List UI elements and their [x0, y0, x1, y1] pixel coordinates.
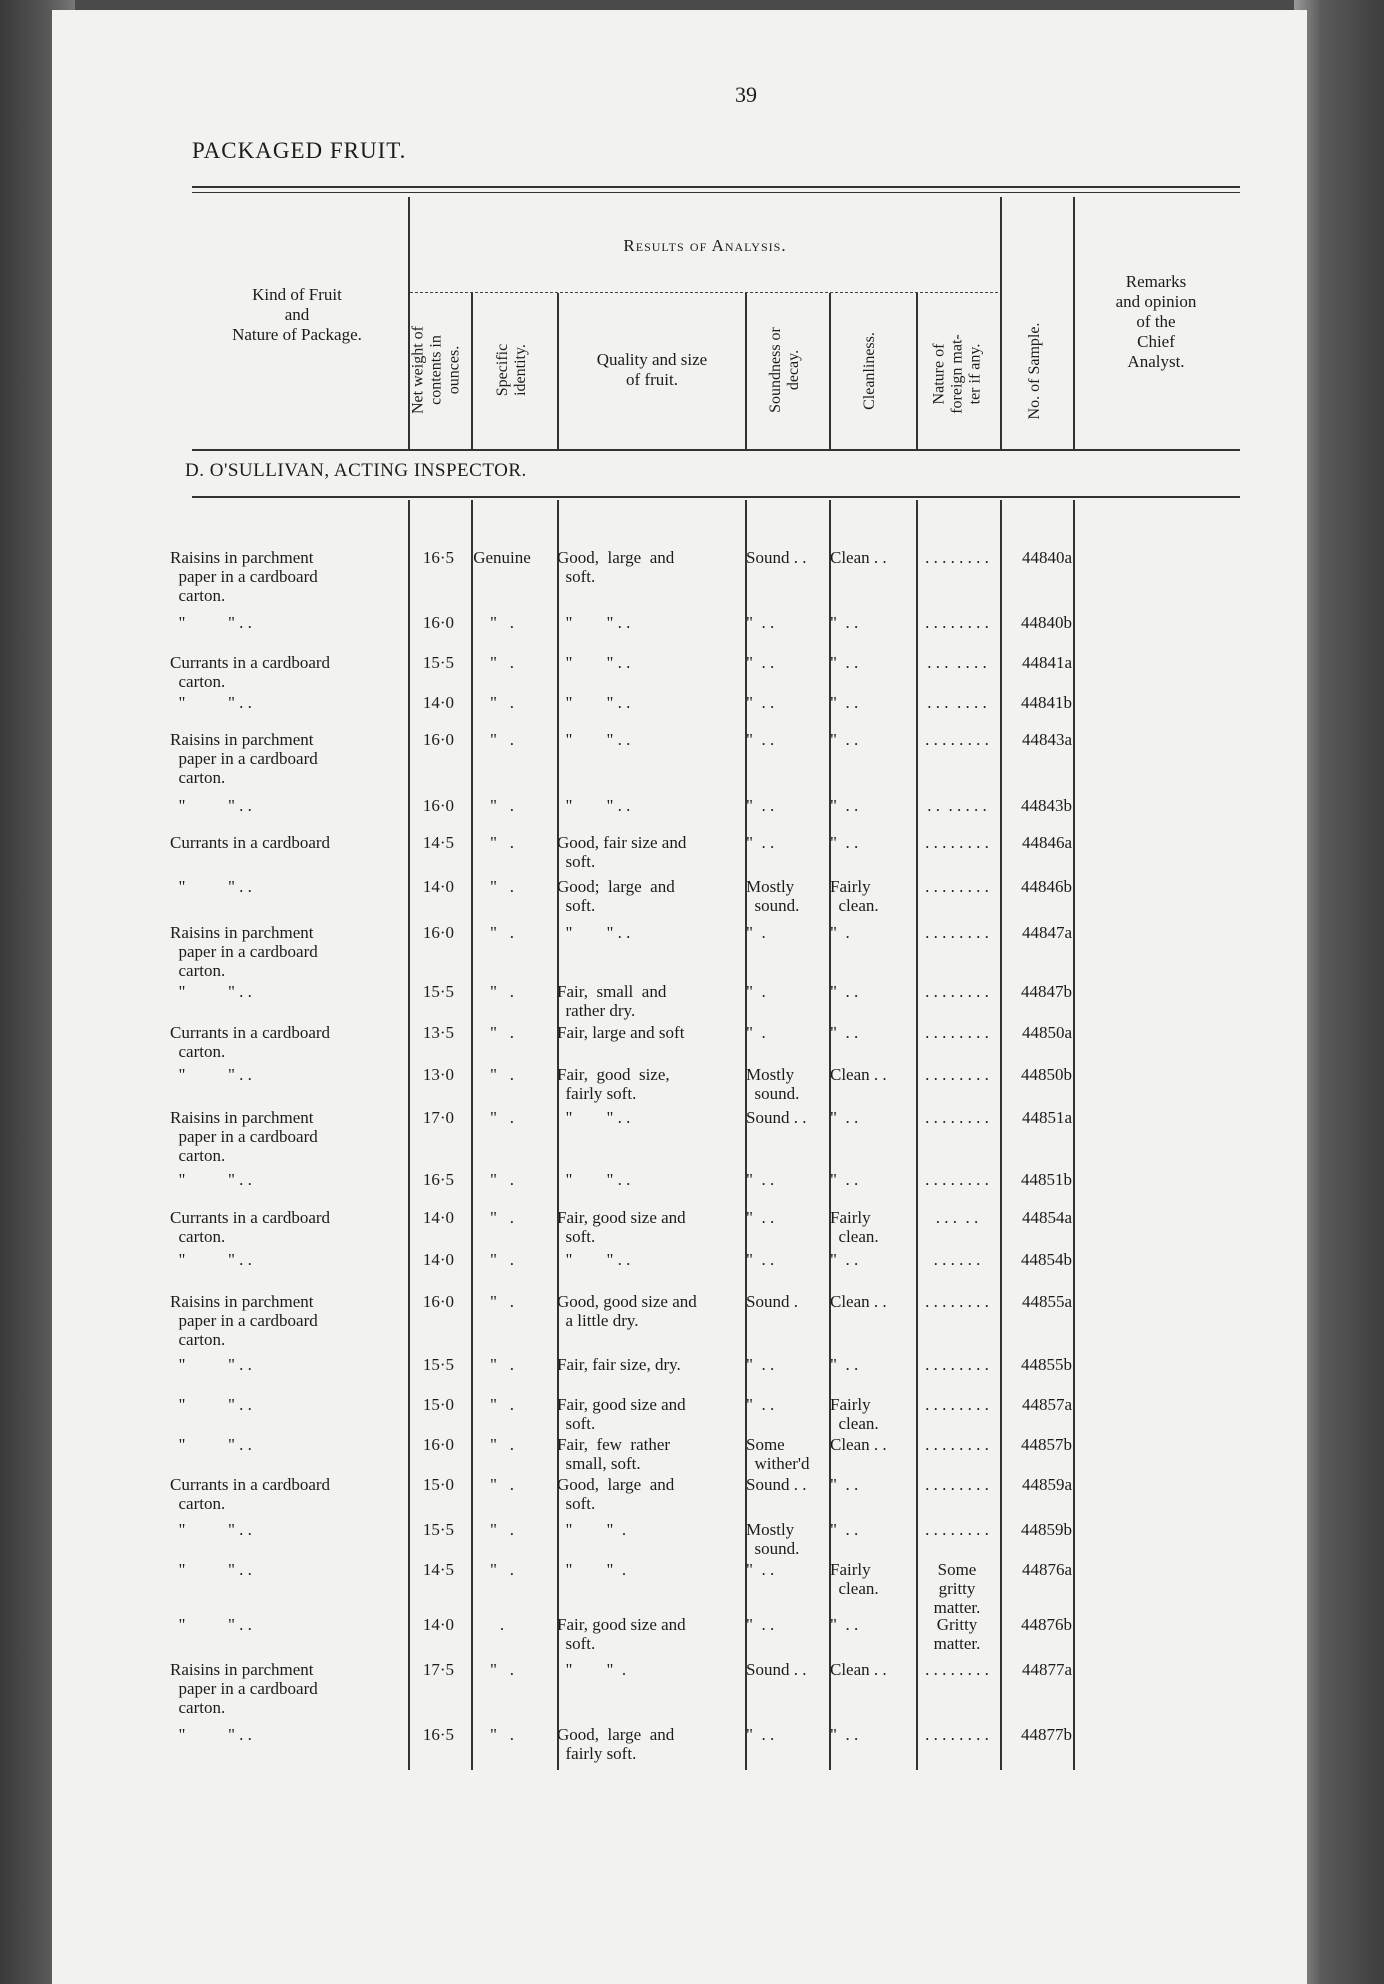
- foreign-matter-cell: . . . . . . . .: [925, 877, 989, 896]
- weight-cell: 14·0: [422, 877, 454, 896]
- soundness-cell: " . .: [746, 1355, 775, 1374]
- header-remarks: Remarks and opinion of the Chief Analyst.: [1115, 272, 1197, 371]
- sample-number-cell: 44855b: [1021, 1355, 1072, 1374]
- weight-cell: 17·0: [422, 1108, 454, 1127]
- quality-cell: " " . .: [557, 1108, 631, 1127]
- cleanliness-cell: " . .: [830, 613, 859, 632]
- cleanliness-cell: " . .: [830, 1355, 859, 1374]
- weight-cell: 14·0: [422, 1208, 454, 1227]
- body-divider: [1000, 500, 1002, 1770]
- results-dash: [410, 292, 998, 293]
- soundness-cell: " . .: [746, 653, 775, 672]
- sample-number-cell: 44851b: [1021, 1170, 1072, 1189]
- foreign-matter-cell: . . . . .: [935, 1208, 979, 1227]
- identity-cell: " .: [490, 1170, 514, 1189]
- header-divider: [829, 293, 831, 449]
- foreign-matter-cell: . . . . . . . .: [925, 1520, 989, 1539]
- foreign-matter-cell: . . . . . . . .: [925, 1355, 989, 1374]
- weight-cell: 16·5: [422, 548, 454, 567]
- identity-cell: " .: [490, 1725, 514, 1744]
- weight-cell: 16·0: [422, 796, 454, 815]
- quality-cell: Fair, fair size, dry.: [557, 1355, 681, 1374]
- quality-cell: Fair, good size and soft.: [557, 1395, 686, 1433]
- foreign-matter-cell: . . . . . .: [933, 1250, 981, 1269]
- kind-cell: Currants in a cardboard: [170, 833, 331, 852]
- sample-number-cell: 44854a: [1021, 1208, 1072, 1227]
- soundness-cell: " . .: [746, 1395, 775, 1414]
- body-divider: [1073, 500, 1075, 1770]
- header-foreign: Nature of foreign mat- ter if any.: [930, 334, 984, 414]
- quality-cell: Good, fair size and soft.: [557, 833, 687, 871]
- identity-cell: " .: [490, 877, 514, 896]
- kind-cell: Raisins in parchment paper in a cardboard carton.: [170, 548, 318, 605]
- soundness-cell: Sound . .: [746, 548, 807, 567]
- weight-cell: 16·0: [422, 730, 454, 749]
- quality-cell: " " .: [557, 1660, 627, 1679]
- foreign-matter-cell: . . . . . . . .: [925, 613, 989, 632]
- kind-cell: Raisins in parchment paper in a cardboard carton.: [170, 730, 318, 787]
- foreign-matter-cell: . . . . . . . .: [925, 1023, 989, 1042]
- sample-number-cell: 44876a: [1021, 1560, 1072, 1579]
- kind-cell: " " . .: [170, 1170, 252, 1189]
- kind-cell: Raisins in parchment paper in a cardboard carton.: [170, 923, 318, 980]
- sample-number-cell: 44857b: [1021, 1435, 1072, 1454]
- kind-cell: " " . .: [170, 982, 252, 1001]
- kind-cell: " " . .: [170, 1250, 252, 1269]
- weight-cell: 14·5: [422, 833, 454, 852]
- sample-number-cell: 44859a: [1021, 1475, 1072, 1494]
- header-divider: [557, 293, 559, 449]
- cleanliness-cell: " .: [830, 923, 850, 942]
- cleanliness-cell: " . .: [830, 1023, 859, 1042]
- quality-cell: " " . .: [557, 796, 631, 815]
- inspector-rule: [192, 496, 1240, 498]
- quality-cell: " " . .: [557, 1170, 631, 1189]
- weight-cell: 14·0: [422, 693, 454, 712]
- cleanliness-cell: " . .: [830, 1520, 859, 1539]
- header-identity: Specific identity.: [494, 343, 529, 397]
- cleanliness-cell: " . .: [830, 1615, 859, 1634]
- kind-cell: Currants in a cardboard carton.: [170, 1023, 331, 1061]
- soundness-cell: " . .: [746, 1208, 775, 1227]
- soundness-cell: " .: [746, 923, 766, 942]
- soundness-cell: " .: [746, 1023, 766, 1042]
- sample-number-cell: 44855a: [1021, 1292, 1072, 1311]
- foreign-matter-cell: . . . . . . . .: [925, 1292, 989, 1311]
- soundness-cell: Sound . .: [746, 1475, 807, 1494]
- cleanliness-cell: " . .: [830, 1108, 859, 1127]
- identity-cell: " .: [490, 1475, 514, 1494]
- body-divider: [471, 500, 473, 1770]
- identity-cell: " .: [490, 613, 514, 632]
- sample-number-cell: 44841a: [1021, 653, 1072, 672]
- quality-cell: Fair, large and soft: [557, 1023, 685, 1042]
- cleanliness-cell: Clean . .: [830, 1435, 887, 1454]
- sample-number-cell: 44846a: [1021, 833, 1072, 852]
- sample-number-cell: 44843b: [1021, 796, 1072, 815]
- identity-cell: " .: [490, 1250, 514, 1269]
- soundness-cell: " . .: [746, 1615, 775, 1634]
- identity-cell: " .: [490, 653, 514, 672]
- soundness-cell: " . .: [746, 1250, 775, 1269]
- body-divider: [745, 500, 747, 1770]
- foreign-matter-cell: . . . . . . . .: [925, 1065, 989, 1084]
- quality-cell: " " . .: [557, 730, 631, 749]
- sample-number-cell: 44877a: [1021, 1660, 1072, 1679]
- quality-cell: Fair, small and rather dry.: [557, 982, 667, 1020]
- header-divider: [1000, 197, 1002, 449]
- kind-cell: " " . .: [170, 877, 252, 896]
- identity-cell: Genuine: [473, 548, 531, 567]
- header-cleanliness: Cleanliness.: [861, 332, 878, 410]
- cleanliness-cell: " . .: [830, 730, 859, 749]
- kind-cell: " " . .: [170, 1435, 252, 1454]
- weight-cell: 15·0: [422, 1475, 454, 1494]
- identity-cell: " .: [490, 1065, 514, 1084]
- kind-cell: " " . .: [170, 796, 252, 815]
- identity-cell: " .: [490, 1435, 514, 1454]
- cleanliness-cell: " . .: [830, 833, 859, 852]
- weight-cell: 13·5: [422, 1023, 454, 1042]
- sample-number-cell: 44847a: [1021, 923, 1072, 942]
- foreign-matter-cell: . . . . . . .: [927, 693, 987, 712]
- identity-cell: " .: [490, 1292, 514, 1311]
- soundness-cell: Sound . .: [746, 1108, 807, 1127]
- cleanliness-cell: " . .: [830, 653, 859, 672]
- foreign-matter-cell: . . . . . . . .: [925, 1660, 989, 1679]
- quality-cell: " " . .: [557, 653, 631, 672]
- header-divider: [745, 293, 747, 449]
- weight-cell: 15·0: [422, 1395, 454, 1414]
- quality-cell: Good, large and soft.: [557, 1475, 675, 1513]
- sample-number-cell: 44840b: [1021, 613, 1072, 632]
- weight-cell: 15·5: [422, 1355, 454, 1374]
- body-divider: [557, 500, 559, 1770]
- soundness-cell: " . .: [746, 730, 775, 749]
- top-rule-thin: [192, 192, 1240, 193]
- sample-number-cell: 44841b: [1021, 693, 1072, 712]
- soundness-cell: " . .: [746, 1170, 775, 1189]
- weight-cell: 13·0: [422, 1065, 454, 1084]
- foreign-matter-cell: Gritty matter.: [933, 1615, 981, 1653]
- quality-cell: Fair, few rather small, soft.: [557, 1435, 671, 1473]
- foreign-matter-cell: . . . . . . . .: [925, 1170, 989, 1189]
- sample-number-cell: 44854b: [1021, 1250, 1072, 1269]
- weight-cell: 14·0: [422, 1615, 454, 1634]
- sample-number-cell: 44850a: [1021, 1023, 1072, 1042]
- weight-cell: 15·5: [422, 653, 454, 672]
- weight-cell: 16·0: [422, 1292, 454, 1311]
- inspector-heading: D. O'SULLIVAN, ACTING INSPECTOR.: [185, 460, 527, 481]
- sample-number-cell: 44876b: [1021, 1615, 1072, 1634]
- header-divider: [471, 293, 473, 449]
- soundness-cell: " . .: [746, 1725, 775, 1744]
- sample-number-cell: 44850b: [1021, 1065, 1072, 1084]
- foreign-matter-cell: . . . . . . .: [927, 653, 987, 672]
- document-page: [52, 10, 1307, 1984]
- weight-cell: 16·5: [422, 1725, 454, 1744]
- foreign-matter-cell: . . . . . . . .: [925, 923, 989, 942]
- cleanliness-cell: " . .: [830, 693, 859, 712]
- body-divider: [916, 500, 918, 1770]
- soundness-cell: " . .: [746, 833, 775, 852]
- identity-cell: " .: [490, 923, 514, 942]
- header-bottom-rule: [192, 449, 1240, 451]
- quality-cell: Good, good size and a little dry.: [557, 1292, 697, 1330]
- soundness-cell: " . .: [746, 796, 775, 815]
- cleanliness-cell: Clean . .: [830, 548, 887, 567]
- weight-cell: 14·0: [422, 1250, 454, 1269]
- sample-number-cell: 44847b: [1021, 982, 1072, 1001]
- identity-cell: " .: [490, 1208, 514, 1227]
- identity-cell: " .: [490, 833, 514, 852]
- header-quality: Quality and size of fruit.: [596, 350, 708, 389]
- identity-cell: " .: [490, 730, 514, 749]
- soundness-cell: " . .: [746, 613, 775, 632]
- sample-number-cell: 44840a: [1021, 548, 1072, 567]
- sample-number-cell: 44877b: [1021, 1725, 1072, 1744]
- quality-cell: Good, large and soft.: [557, 548, 675, 586]
- quality-cell: " " . .: [557, 923, 631, 942]
- identity-cell: " .: [490, 693, 514, 712]
- foreign-matter-cell: . . . . . . . .: [925, 833, 989, 852]
- foreign-matter-cell: Some gritty matter.: [933, 1560, 981, 1617]
- soundness-cell: Sound .: [746, 1292, 798, 1311]
- cleanliness-cell: Clean . .: [830, 1292, 887, 1311]
- kind-cell: Currants in a cardboard carton.: [170, 1208, 331, 1246]
- soundness-cell: Some wither'd: [746, 1435, 810, 1473]
- soundness-cell: Mostly sound.: [746, 1520, 800, 1558]
- identity-cell: " .: [490, 1355, 514, 1374]
- weight-cell: 16·0: [422, 1435, 454, 1454]
- soundness-cell: " . .: [746, 693, 775, 712]
- weight-cell: 16·0: [422, 613, 454, 632]
- weight-cell: 16·0: [422, 923, 454, 942]
- kind-cell: " " . .: [170, 693, 252, 712]
- identity-cell: " .: [490, 1660, 514, 1679]
- header-sample-no: No. of Sample.: [1026, 322, 1043, 420]
- sample-number-cell: 44857a: [1021, 1395, 1072, 1414]
- cleanliness-cell: Clean . .: [830, 1660, 887, 1679]
- kind-cell: " " . .: [170, 1395, 252, 1414]
- quality-cell: Good, large and fairly soft.: [557, 1725, 675, 1763]
- identity-cell: " .: [490, 982, 514, 1001]
- weight-cell: 14·5: [422, 1560, 454, 1579]
- cleanliness-cell: Fairly clean.: [830, 1208, 879, 1246]
- header-kind: Kind of Fruit and Nature of Package.: [232, 285, 362, 344]
- identity-cell: " .: [490, 1023, 514, 1042]
- foreign-matter-cell: . . . . . . . .: [925, 1475, 989, 1494]
- quality-cell: " " .: [557, 1560, 627, 1579]
- soundness-cell: " .: [746, 982, 766, 1001]
- kind-cell: Raisins in parchment paper in a cardboard carton.: [170, 1660, 318, 1717]
- cleanliness-cell: " . .: [830, 1725, 859, 1744]
- sample-number-cell: 44859b: [1021, 1520, 1072, 1539]
- identity-cell: " .: [490, 1560, 514, 1579]
- sample-number-cell: 44843a: [1021, 730, 1072, 749]
- cleanliness-cell: " . .: [830, 1170, 859, 1189]
- kind-cell: " " . .: [170, 1725, 252, 1744]
- cleanliness-cell: " . .: [830, 982, 859, 1001]
- sample-number-cell: 44851a: [1021, 1108, 1072, 1127]
- kind-cell: Currants in a cardboard carton.: [170, 1475, 331, 1513]
- soundness-cell: Mostly sound.: [746, 1065, 800, 1103]
- section-title: PACKAGED FRUIT.: [192, 138, 407, 163]
- book-edge-right: [1294, 0, 1384, 1984]
- foreign-matter-cell: . . . . . . . .: [925, 548, 989, 567]
- weight-cell: 17·5: [422, 1660, 454, 1679]
- foreign-matter-cell: . . . . . . . .: [925, 1395, 989, 1414]
- kind-cell: Raisins in parchment paper in a cardboard carton.: [170, 1108, 318, 1165]
- soundness-cell: Mostly sound.: [746, 877, 800, 915]
- cleanliness-cell: Fairly clean.: [830, 877, 879, 915]
- quality-cell: Fair, good size and soft.: [557, 1615, 686, 1653]
- identity-cell: " .: [490, 796, 514, 815]
- top-rule: [192, 186, 1240, 188]
- kind-cell: " " . .: [170, 1520, 252, 1539]
- quality-cell: " " .: [557, 1520, 627, 1539]
- identity-cell: " .: [490, 1395, 514, 1414]
- header-divider: [1073, 197, 1075, 449]
- quality-cell: Fair, good size and soft.: [557, 1208, 686, 1246]
- kind-cell: " " . .: [170, 1560, 252, 1579]
- identity-cell: " .: [490, 1520, 514, 1539]
- quality-cell: " " . .: [557, 613, 631, 632]
- soundness-cell: " . .: [746, 1560, 775, 1579]
- weight-cell: 15·5: [422, 1520, 454, 1539]
- foreign-matter-cell: . . . . . . . .: [925, 730, 989, 749]
- kind-cell: Currants in a cardboard carton.: [170, 653, 331, 691]
- weight-cell: 15·5: [422, 982, 454, 1001]
- cleanliness-cell: " . .: [830, 1475, 859, 1494]
- foreign-matter-cell: . . . . . . . .: [925, 1108, 989, 1127]
- cleanliness-cell: Fairly clean.: [830, 1395, 879, 1433]
- identity-cell: " .: [490, 1108, 514, 1127]
- quality-cell: Good; large and soft.: [557, 877, 675, 915]
- header-results: Results of Analysis.: [623, 236, 787, 255]
- quality-cell: " " . .: [557, 1250, 631, 1269]
- foreign-matter-cell: . . . . . . . .: [925, 1725, 989, 1744]
- cleanliness-cell: Fairly clean.: [830, 1560, 879, 1598]
- quality-cell: Fair, good size, fairly soft.: [557, 1065, 670, 1103]
- page-number: 39: [735, 82, 757, 107]
- sample-number-cell: 44846b: [1021, 877, 1072, 896]
- header-net-weight: Net weight of contents in ounces.: [409, 326, 463, 414]
- identity-cell: .: [499, 1615, 505, 1634]
- kind-cell: " " . .: [170, 1615, 252, 1634]
- weight-cell: 16·5: [422, 1170, 454, 1189]
- quality-cell: " " . .: [557, 693, 631, 712]
- cleanliness-cell: " . .: [830, 796, 859, 815]
- kind-cell: " " . .: [170, 1065, 252, 1084]
- kind-cell: " " . .: [170, 1355, 252, 1374]
- soundness-cell: Sound . .: [746, 1660, 807, 1679]
- kind-cell: Raisins in parchment paper in a cardboard carton.: [170, 1292, 318, 1349]
- foreign-matter-cell: . . . . . . . .: [925, 1435, 989, 1454]
- foreign-matter-cell: . . . . . . . .: [925, 982, 989, 1001]
- cleanliness-cell: " . .: [830, 1250, 859, 1269]
- kind-cell: " " . .: [170, 613, 252, 632]
- foreign-matter-cell: . . . . . . .: [927, 796, 987, 815]
- cleanliness-cell: Clean . .: [830, 1065, 887, 1084]
- header-divider: [916, 293, 918, 449]
- header-soundness: Soundness or decay.: [767, 327, 802, 413]
